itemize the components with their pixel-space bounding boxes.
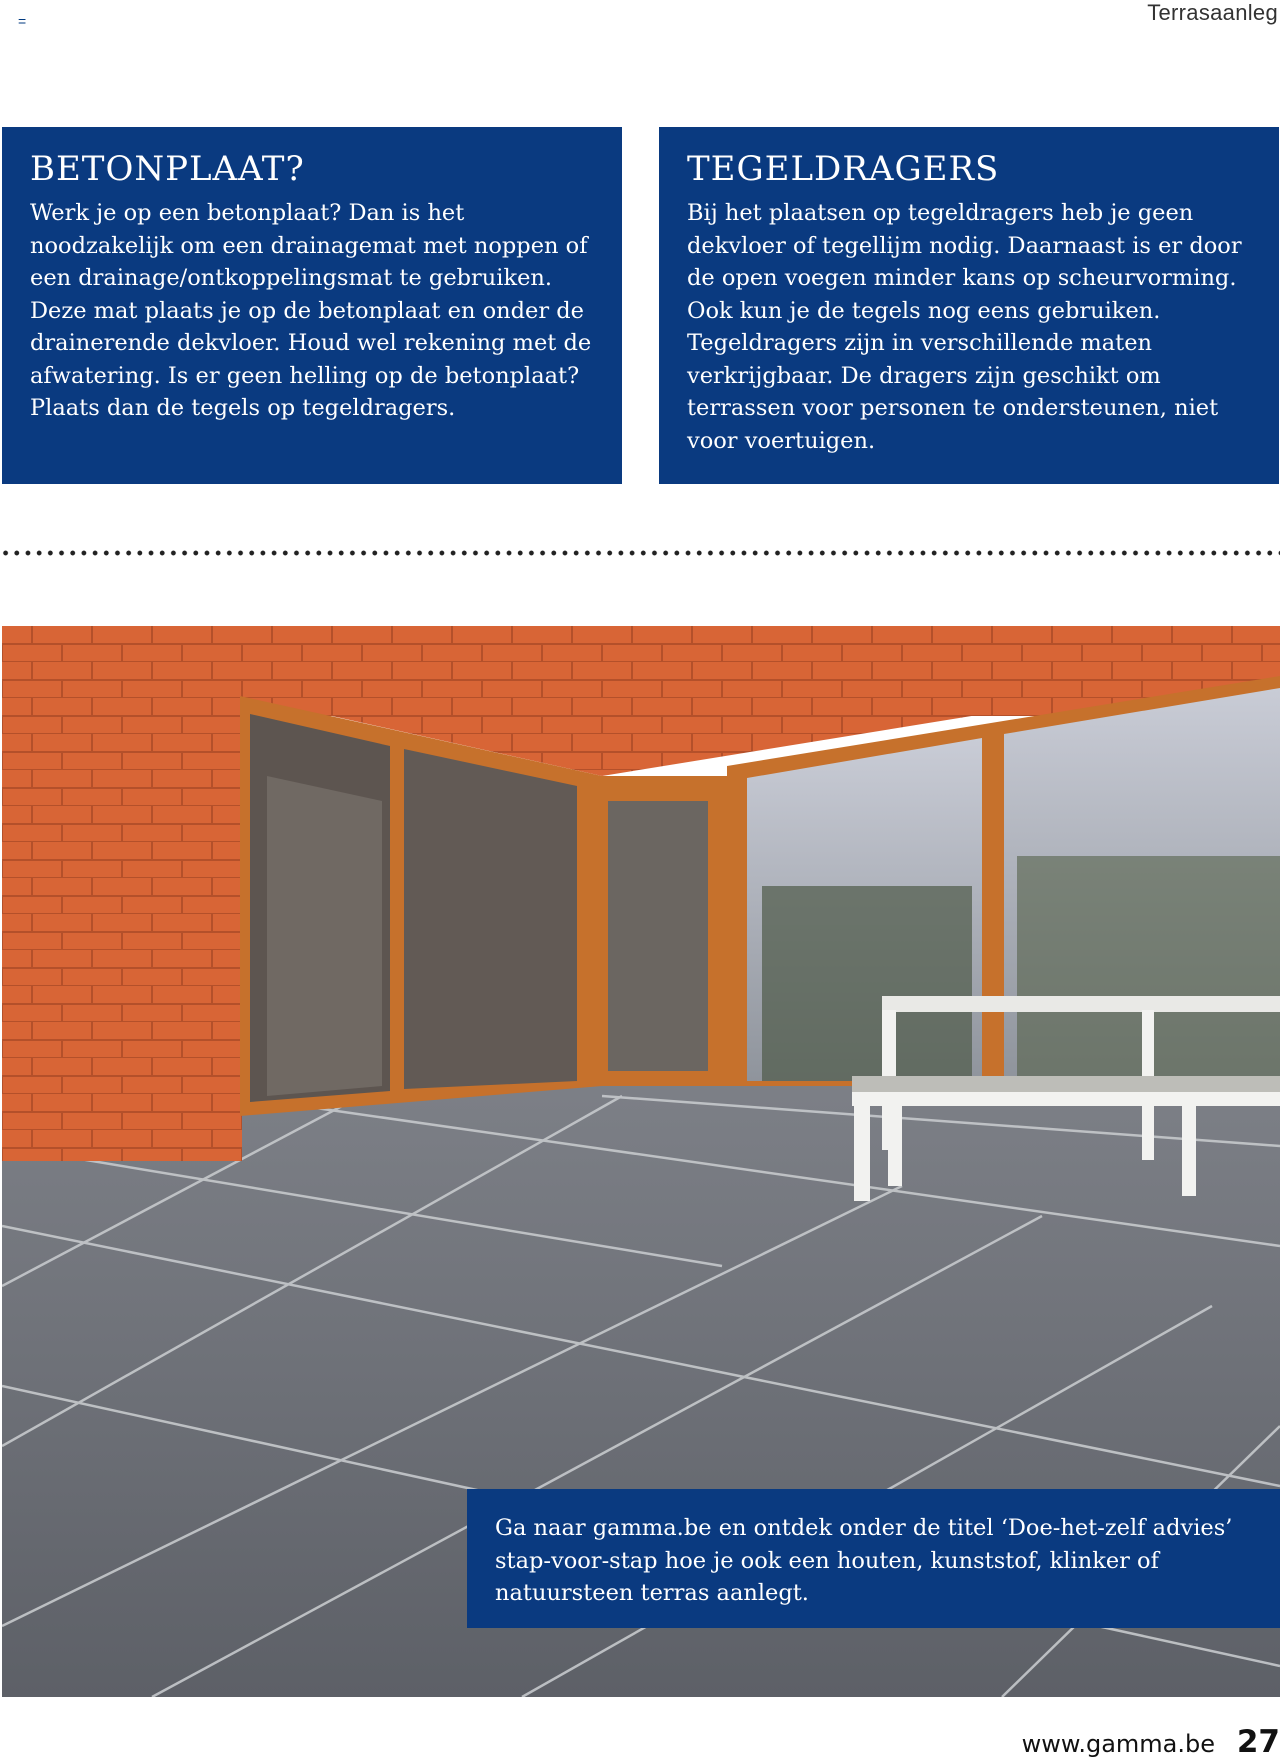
header-mark: =	[18, 13, 27, 29]
page-number: 27	[1236, 1724, 1280, 1760]
box-title: BETONPLAAT?	[30, 149, 305, 189]
dotted-divider	[0, 549, 1280, 557]
box-body: Werk je op een betonplaat? Dan is het noodzakelijk om een drainagemat met noppen of een drainage/ontkoppelingsmat te gebruiken. Deze mat plaats je op de betonplaat en onder de drainerende dekvloer. Houd wel rekening met de afwatering. Is er geen helling op de betonplaat? Plaats dan de tegels op tegeldragers.	[30, 200, 592, 421]
info-box-betonplaat	[2, 127, 622, 484]
box-body: Bij het plaatsen op tegeldragers heb je geen dekvloer of tegellijm nodig. Daarnaast is er door de open voegen minder kans op scheurvorming. Ook kun je de tegels nog eens gebruiken. Tegeldragers zijn in verschillende maten verkrijgbaar. De dragers zijn geschikt om terrassen voor personen te ondersteunen, niet voor voertuigen.	[687, 200, 1242, 454]
cta-text: Ga naar gamma.be en ontdek onder de titel ‘Doe-het-zelf advies’ stap-voor-stap hoe je ook een houten, kunststof, klinker of natuursteen terras aanlegt.	[495, 1515, 1233, 1606]
footer-url[interactable]: www.gamma.be	[1021, 1730, 1215, 1758]
box-title: TEGELDRAGERS	[687, 149, 1000, 189]
info-box-tegeldragers	[659, 127, 1279, 484]
section-label: Terrasaanleg	[1147, 0, 1278, 25]
cta-box	[467, 1489, 1280, 1628]
